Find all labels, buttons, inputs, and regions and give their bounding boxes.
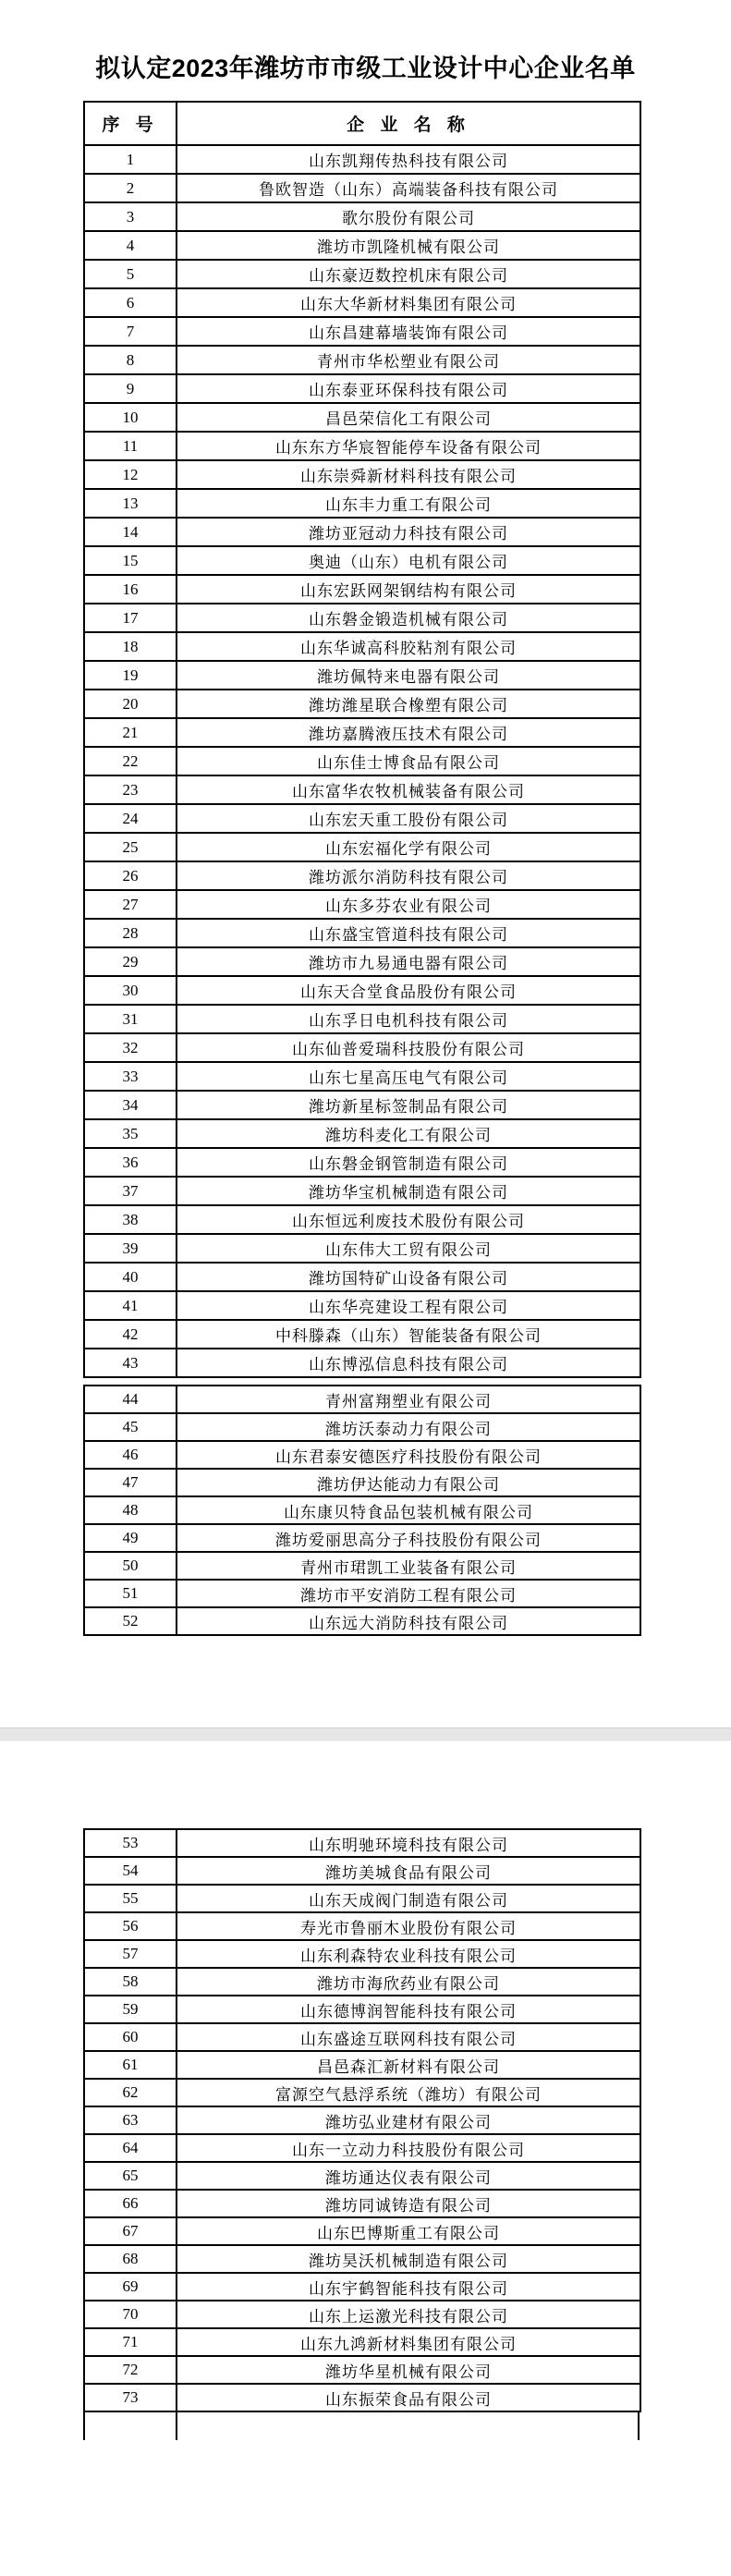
row-index: 72 xyxy=(84,2356,177,2384)
row-index: 15 xyxy=(84,546,177,575)
company-name: 山东君泰安德医疗科技股份有限公司 xyxy=(177,1441,640,1469)
table-row xyxy=(84,1552,640,1580)
row-index: 66 xyxy=(84,2190,177,2217)
table-row xyxy=(84,2162,640,2190)
table-row xyxy=(84,1580,640,1607)
table-row xyxy=(84,317,640,346)
table-row xyxy=(84,690,640,718)
company-name: 山东佳士博食品有限公司 xyxy=(177,747,640,775)
company-name: 潍坊昊沃机械制造有限公司 xyxy=(177,2245,640,2273)
table-row xyxy=(84,2273,640,2301)
company-name: 中科滕森（山东）智能装备有限公司 xyxy=(177,1320,640,1349)
table-row xyxy=(84,1469,640,1496)
table-row xyxy=(84,661,640,690)
row-index: 16 xyxy=(84,575,177,604)
table-row xyxy=(84,1205,640,1234)
company-name: 山东大华新材料集团有限公司 xyxy=(177,288,640,317)
company-name: 山东宏天重工股份有限公司 xyxy=(177,804,640,833)
row-index: 71 xyxy=(84,2328,177,2356)
row-index: 27 xyxy=(84,890,177,919)
row-index: 13 xyxy=(84,489,177,518)
row-index: 54 xyxy=(84,1857,177,1885)
company-name: 山东凯翔传热科技有限公司 xyxy=(177,145,640,174)
company-name: 山东泰亚环保科技有限公司 xyxy=(177,374,640,403)
company-name: 潍坊华星机械有限公司 xyxy=(177,2356,640,2384)
company-name: 山东上运激光科技有限公司 xyxy=(177,2301,640,2328)
page-bottom-margin xyxy=(0,1636,731,1728)
row-index: 58 xyxy=(84,1968,177,1996)
table-row xyxy=(84,1263,640,1291)
table-row xyxy=(84,632,640,661)
table-row xyxy=(84,804,640,833)
company-name: 山东伟大工贸有限公司 xyxy=(177,1234,640,1263)
row-index: 41 xyxy=(84,1291,177,1320)
company-name: 山东明驰环境科技有限公司 xyxy=(177,1829,640,1857)
table-row xyxy=(84,260,640,288)
table-body-rows-44-52 xyxy=(84,1386,640,1635)
row-index: 32 xyxy=(84,1033,177,1062)
company-name: 潍坊爱丽思高分子科技股份有限公司 xyxy=(177,1524,640,1552)
row-index: 34 xyxy=(84,1091,177,1119)
row-index: 46 xyxy=(84,1441,177,1469)
table-row xyxy=(84,575,640,604)
company-name: 潍坊通达仪表有限公司 xyxy=(177,2162,640,2190)
row-index: 56 xyxy=(84,1912,177,1940)
table-row xyxy=(84,1005,640,1033)
table-header xyxy=(84,102,640,145)
table-row xyxy=(84,2301,640,2328)
row-index: 37 xyxy=(84,1177,177,1205)
table-row xyxy=(84,1119,640,1148)
table-row xyxy=(84,1091,640,1119)
table-row xyxy=(84,919,640,947)
company-name: 山东东方华宸智能停车设备有限公司 xyxy=(177,432,640,460)
table-row xyxy=(84,1996,640,2023)
row-index: 21 xyxy=(84,718,177,747)
row-index: 5 xyxy=(84,260,177,288)
company-name: 寿光市鲁丽木业股份有限公司 xyxy=(177,1912,640,1940)
row-index: 11 xyxy=(84,432,177,460)
table-row xyxy=(84,2051,640,2079)
table-row xyxy=(84,1940,640,1968)
row-index: 59 xyxy=(84,1996,177,2023)
table-row xyxy=(84,2023,640,2051)
row-index: 62 xyxy=(84,2079,177,2106)
row-index: 52 xyxy=(84,1607,177,1635)
row-index: 73 xyxy=(84,2384,177,2411)
table-row xyxy=(84,2245,640,2273)
row-index: 61 xyxy=(84,2051,177,2079)
header-row xyxy=(84,102,640,145)
table-row xyxy=(84,1234,640,1263)
row-index: 42 xyxy=(84,1320,177,1349)
row-index: 63 xyxy=(84,2106,177,2134)
table-row xyxy=(84,145,640,174)
company-name: 山东多芬农业有限公司 xyxy=(177,890,640,919)
table-row xyxy=(84,1607,640,1635)
table-row xyxy=(84,747,640,775)
table-row xyxy=(84,604,640,632)
table-row xyxy=(84,489,640,518)
header-cell-name: 企 业 名 称 xyxy=(177,102,640,145)
row-index: 57 xyxy=(84,1940,177,1968)
row-index: 9 xyxy=(84,374,177,403)
table-row xyxy=(84,460,640,489)
company-name: 潍坊美城食品有限公司 xyxy=(177,1857,640,1885)
table-row xyxy=(84,861,640,890)
table-row xyxy=(84,1062,640,1091)
company-name: 山东康贝特食品包装机械有限公司 xyxy=(177,1496,640,1524)
row-index: 4 xyxy=(84,231,177,260)
row-index: 29 xyxy=(84,947,177,976)
table-row xyxy=(84,1033,640,1062)
table-row xyxy=(84,718,640,747)
row-index: 45 xyxy=(84,1413,177,1441)
company-name: 昌邑荣信化工有限公司 xyxy=(177,403,640,432)
row-index: 33 xyxy=(84,1062,177,1091)
table-row xyxy=(84,432,640,460)
row-index: 2 xyxy=(84,174,177,202)
row-index: 51 xyxy=(84,1580,177,1607)
company-name: 青州市华松塑业有限公司 xyxy=(177,346,640,374)
company-name: 潍坊派尔消防科技有限公司 xyxy=(177,861,640,890)
company-name: 潍坊华宝机械制造有限公司 xyxy=(177,1177,640,1205)
company-name: 潍坊科麦化工有限公司 xyxy=(177,1119,640,1148)
table-row xyxy=(84,833,640,861)
table-row xyxy=(84,346,640,374)
table-row xyxy=(84,403,640,432)
row-index: 39 xyxy=(84,1234,177,1263)
company-name: 山东磐金锻造机械有限公司 xyxy=(177,604,640,632)
table-row xyxy=(84,2384,640,2411)
company-name: 山东孚日电机科技有限公司 xyxy=(177,1005,640,1033)
company-name: 山东振荣食品有限公司 xyxy=(177,2384,640,2411)
company-table-section-2 xyxy=(83,1385,641,1636)
company-name: 山东丰力重工有限公司 xyxy=(177,489,640,518)
table-row xyxy=(84,2079,640,2106)
company-name: 山东利森特农业科技有限公司 xyxy=(177,1940,640,1968)
row-index: 43 xyxy=(84,1349,177,1377)
row-index: 28 xyxy=(84,919,177,947)
table-row xyxy=(84,1496,640,1524)
table-row xyxy=(84,947,640,976)
company-name: 潍坊佩特来电器有限公司 xyxy=(177,661,640,690)
company-name: 山东华诚高科胶粘剂有限公司 xyxy=(177,632,640,661)
row-index: 20 xyxy=(84,690,177,718)
company-table-section-3 xyxy=(83,1828,641,2412)
company-name: 山东远大消防科技有限公司 xyxy=(177,1607,640,1635)
table-section-gap xyxy=(0,1378,731,1385)
company-name: 山东博泓信息科技有限公司 xyxy=(177,1349,640,1377)
company-name: 昌邑森汇新材料有限公司 xyxy=(177,2051,640,2079)
row-index: 64 xyxy=(84,2134,177,2162)
row-index: 36 xyxy=(84,1148,177,1177)
company-name: 山东七星高压电气有限公司 xyxy=(177,1062,640,1091)
table-row xyxy=(84,1349,640,1377)
table-row xyxy=(84,518,640,546)
table-row xyxy=(84,1386,640,1413)
row-index: 47 xyxy=(84,1469,177,1496)
row-index: 49 xyxy=(84,1524,177,1552)
table-row xyxy=(84,1413,640,1441)
row-index: 55 xyxy=(84,1885,177,1912)
row-index: 25 xyxy=(84,833,177,861)
row-index: 6 xyxy=(84,288,177,317)
company-name: 山东九鸿新材料集团有限公司 xyxy=(177,2328,640,2356)
row-index: 18 xyxy=(84,632,177,661)
company-name: 潍坊市九易通电器有限公司 xyxy=(177,947,640,976)
table-row xyxy=(84,976,640,1005)
company-name: 潍坊弘业建材有限公司 xyxy=(177,2106,640,2134)
table-row xyxy=(84,1524,640,1552)
row-index: 12 xyxy=(84,460,177,489)
row-index: 14 xyxy=(84,518,177,546)
row-index: 8 xyxy=(84,346,177,374)
row-index: 40 xyxy=(84,1263,177,1291)
company-name: 山东华亮建设工程有限公司 xyxy=(177,1291,640,1320)
table-row xyxy=(84,1885,640,1912)
page-separator-band xyxy=(0,1728,731,1741)
company-name: 潍坊同诚铸造有限公司 xyxy=(177,2190,640,2217)
company-name: 山东恒远利废技术股份有限公司 xyxy=(177,1205,640,1234)
row-index: 30 xyxy=(84,976,177,1005)
row-index: 23 xyxy=(84,775,177,804)
table-row xyxy=(84,1912,640,1940)
row-index: 50 xyxy=(84,1552,177,1580)
table-row xyxy=(84,374,640,403)
table-row xyxy=(84,2134,640,2162)
company-name: 潍坊伊达能动力有限公司 xyxy=(177,1469,640,1496)
company-name: 山东宏跃网架钢结构有限公司 xyxy=(177,575,640,604)
row-index: 60 xyxy=(84,2023,177,2051)
company-name: 山东昌建幕墙装饰有限公司 xyxy=(177,317,640,346)
table-row xyxy=(84,1857,640,1885)
table-row xyxy=(84,2356,640,2384)
company-name: 山东宏福化学有限公司 xyxy=(177,833,640,861)
header-cell-index: 序 号 xyxy=(84,102,177,145)
table-row xyxy=(84,1441,640,1469)
row-index: 26 xyxy=(84,861,177,890)
table-body-rows-53-73 xyxy=(84,1829,640,2411)
table-row xyxy=(84,1291,640,1320)
company-table-section-1 xyxy=(83,101,641,1378)
company-name: 青州富翔塑业有限公司 xyxy=(177,1386,640,1413)
company-name: 山东仙普爱瑞科技股份有限公司 xyxy=(177,1033,640,1062)
row-index: 53 xyxy=(84,1829,177,1857)
partial-row-column-divider xyxy=(176,2412,177,2440)
table-row xyxy=(84,2190,640,2217)
table-row xyxy=(84,2328,640,2356)
row-index: 67 xyxy=(84,2217,177,2245)
company-name: 山东富华农牧机械装备有限公司 xyxy=(177,775,640,804)
company-name: 青州市珺凯工业装备有限公司 xyxy=(177,1552,640,1580)
table-row xyxy=(84,546,640,575)
row-index: 24 xyxy=(84,804,177,833)
page-title: 拟认定2023年潍坊市市级工业设计中心企业名单 xyxy=(95,55,636,82)
company-name: 山东一立动力科技股份有限公司 xyxy=(177,2134,640,2162)
row-index: 35 xyxy=(84,1119,177,1148)
company-name: 潍坊沃泰动力有限公司 xyxy=(177,1413,640,1441)
row-index: 38 xyxy=(84,1205,177,1234)
table-row xyxy=(84,1829,640,1857)
row-index: 1 xyxy=(84,145,177,174)
company-name: 潍坊嘉腾液压技术有限公司 xyxy=(177,718,640,747)
row-index: 22 xyxy=(84,747,177,775)
company-name: 山东豪迈数控机床有限公司 xyxy=(177,260,640,288)
table-row xyxy=(84,2217,640,2245)
company-name: 山东盛途互联网科技有限公司 xyxy=(177,2023,640,2051)
row-index: 7 xyxy=(84,317,177,346)
company-name: 潍坊市平安消防工程有限公司 xyxy=(177,1580,640,1607)
company-name: 潍坊市海欣药业有限公司 xyxy=(177,1968,640,1996)
company-name: 山东德博润智能科技有限公司 xyxy=(177,1996,640,2023)
company-name: 山东天合堂食品股份有限公司 xyxy=(177,976,640,1005)
row-index: 48 xyxy=(84,1496,177,1524)
document-page xyxy=(0,48,731,2440)
table-row xyxy=(84,890,640,919)
company-name: 山东崇舜新材料科技有限公司 xyxy=(177,460,640,489)
row-index: 31 xyxy=(84,1005,177,1033)
table-row xyxy=(84,775,640,804)
row-index: 69 xyxy=(84,2273,177,2301)
row-index: 65 xyxy=(84,2162,177,2190)
table-row xyxy=(84,288,640,317)
table-body-rows-1-43 xyxy=(84,145,640,1377)
row-index: 10 xyxy=(84,403,177,432)
company-name: 山东盛宝管道科技有限公司 xyxy=(177,919,640,947)
table-row xyxy=(84,1148,640,1177)
table-row xyxy=(84,1320,640,1349)
company-name: 潍坊亚冠动力科技有限公司 xyxy=(177,518,640,546)
row-index: 19 xyxy=(84,661,177,690)
table-row xyxy=(84,202,640,231)
company-name: 潍坊潍星联合橡塑有限公司 xyxy=(177,690,640,718)
table-row xyxy=(84,1968,640,1996)
table-row xyxy=(84,1177,640,1205)
company-name: 山东磐金钢管制造有限公司 xyxy=(177,1148,640,1177)
row-index: 44 xyxy=(84,1386,177,1413)
company-name: 潍坊新星标签制品有限公司 xyxy=(177,1091,640,1119)
row-index: 17 xyxy=(84,604,177,632)
row-index: 68 xyxy=(84,2245,177,2273)
row-index: 3 xyxy=(84,202,177,231)
company-name: 潍坊国特矿山设备有限公司 xyxy=(177,1263,640,1291)
table-row xyxy=(84,231,640,260)
row-index: 70 xyxy=(84,2301,177,2328)
company-name: 富源空气悬浮系统（潍坊）有限公司 xyxy=(177,2079,640,2106)
table-row xyxy=(84,174,640,202)
company-name: 潍坊市凯隆机械有限公司 xyxy=(177,231,640,260)
company-name: 奥迪（山东）电机有限公司 xyxy=(177,546,640,575)
company-name: 鲁欧智造（山东）高端装备科技有限公司 xyxy=(177,174,640,202)
page-top-margin xyxy=(0,1741,731,1828)
company-name: 山东巴博斯重工有限公司 xyxy=(177,2217,640,2245)
company-name: 歌尔股份有限公司 xyxy=(177,202,640,231)
company-name: 山东天成阀门制造有限公司 xyxy=(177,1885,640,1912)
partial-next-row xyxy=(83,2412,640,2440)
table-row xyxy=(84,2106,640,2134)
company-name: 山东宇鹤智能科技有限公司 xyxy=(177,2273,640,2301)
